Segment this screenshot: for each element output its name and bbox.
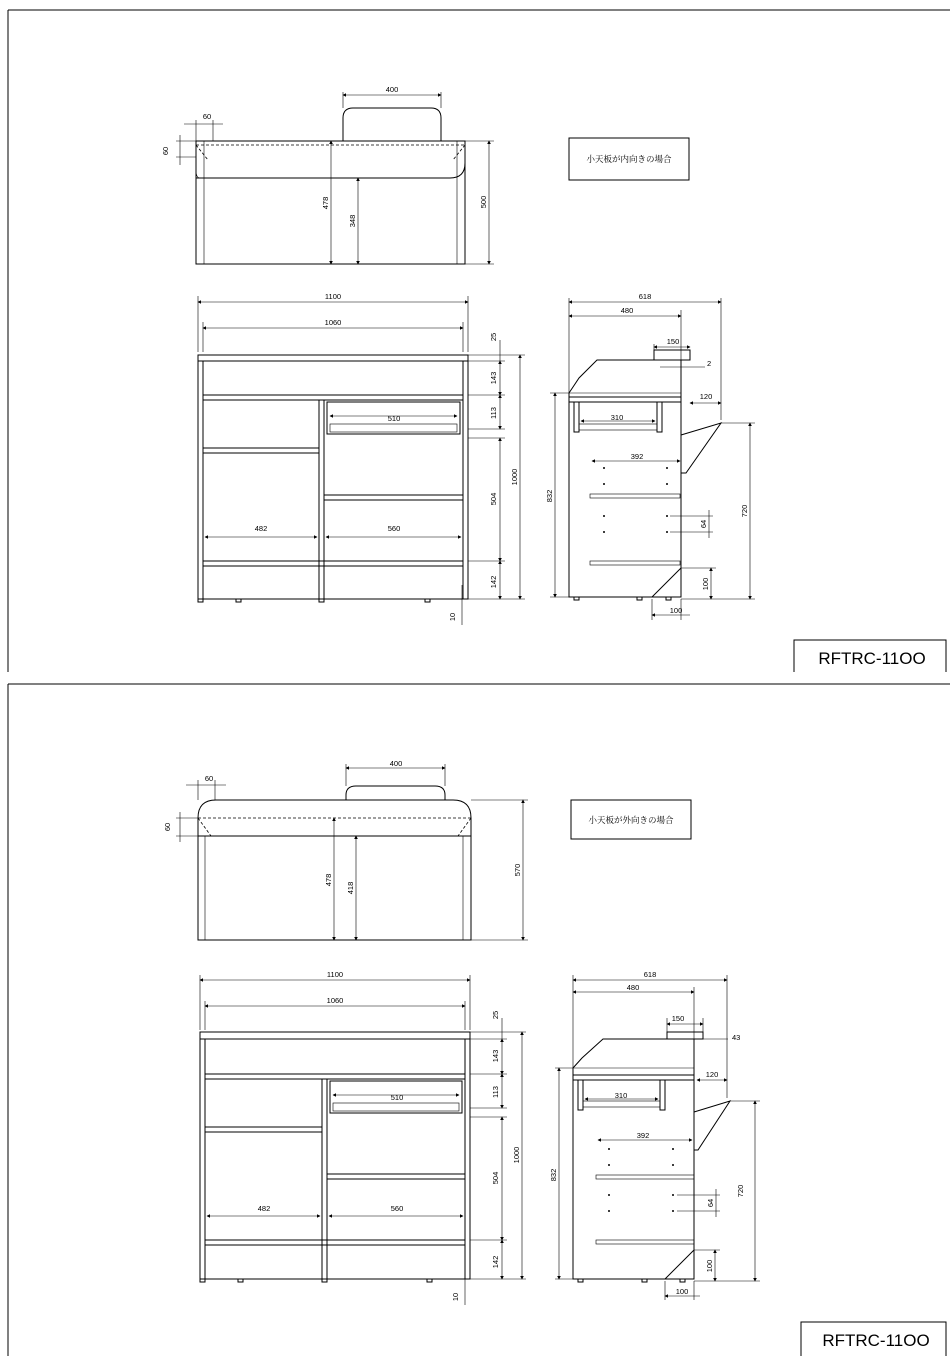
dim-front2-510: 510 [390,1093,404,1102]
dim-front1-1000: 1000 [510,468,519,486]
dim-side1-2: 2 [707,359,712,368]
dim-side2-43: 43 [732,1033,741,1042]
side-view-1 [545,292,755,620]
dim-side2-150: 150 [671,1014,685,1023]
dim-plan1-400: 400 [385,85,399,94]
dim-front1-510: 510 [387,414,401,423]
dim-side2-480: 480 [626,983,640,992]
dim-front2-142: 142 [491,1255,500,1269]
dim-front1-482: 482 [254,524,268,533]
dim-side2-100w: 100 [675,1287,689,1296]
dim-plan2-400: 400 [389,759,403,768]
dim-side2-64: 64 [706,1198,715,1208]
dim-side1-832: 832 [545,489,554,503]
dim-side2-120: 120 [705,1070,719,1079]
dim-plan2-60w: 60 [204,774,214,783]
dim-side2-100h: 100 [705,1259,714,1273]
dim-side2-618: 618 [643,970,657,979]
dim-front1-113: 113 [489,407,498,419]
plan-view-1 [161,85,494,264]
dim-plan1-60h: 60 [161,146,170,156]
dim-side1-100h: 100 [701,577,710,591]
model-number-2: RFTRC-11OO [822,1331,930,1350]
dim-front2-1000: 1000 [512,1146,521,1164]
sheet-1 [8,10,950,684]
dim-side1-392: 392 [630,452,644,461]
dim-plan2-478: 478 [324,873,333,887]
dim-front1-25: 25 [489,332,498,342]
dim-front2-1100: 1100 [326,970,344,979]
note-box-1 [569,138,689,180]
dim-front2-1060: 1060 [326,996,344,1005]
front-view-1 [198,292,525,625]
dim-side2-310: 310 [614,1091,628,1100]
note-text-1: 小天板が内向きの場合 [586,155,672,165]
dim-front1-1100: 1100 [324,292,342,301]
dim-plan1-500: 500 [479,195,488,209]
dim-front2-113: 113 [491,1086,500,1098]
dim-front2-10: 10 [451,1292,460,1302]
dim-front2-25: 25 [491,1010,500,1020]
dim-front2-482: 482 [257,1204,271,1213]
dim-front2-560: 560 [390,1204,404,1213]
dim-side1-618: 618 [638,292,652,301]
front-view-2 [200,970,526,1305]
dim-side2-392: 392 [636,1131,650,1140]
dim-side1-64: 64 [699,519,708,529]
dim-side1-150: 150 [666,337,680,346]
dim-front1-504: 504 [489,492,498,506]
dim-plan1-348: 348 [348,214,357,228]
note-text-2: 小天板が外向きの場合 [588,816,674,826]
dim-front1-560: 560 [387,524,401,533]
dim-side1-120: 120 [699,392,713,401]
shelf-pin-holes-1 [603,467,668,533]
plan-view-2 [163,759,528,940]
dim-side1-310: 310 [610,413,624,422]
dim-side2-720: 720 [736,1184,745,1198]
dim-front1-143: 143 [489,371,498,385]
note-box-2 [571,800,691,839]
side-view-2 [549,970,760,1300]
dim-side1-720: 720 [740,504,749,518]
dim-plan2-418: 418 [346,881,355,895]
dim-front1-1060: 1060 [324,318,342,327]
dim-front1-142: 142 [489,575,498,589]
dim-front1-10: 10 [448,612,457,622]
dim-side1-480: 480 [620,306,634,315]
dim-plan2-60h: 60 [163,822,172,832]
dim-side2-832: 832 [549,1168,558,1182]
dim-front2-504: 504 [491,1171,500,1185]
dim-front2-143: 143 [491,1049,500,1063]
model-number-1: RFTRC-11OO [818,649,926,668]
dim-plan1-60w: 60 [202,112,212,121]
shelf-pin-holes-2 [608,1148,674,1212]
dim-plan2-570: 570 [513,863,522,877]
dim-plan1-478: 478 [321,196,330,210]
title-block-1 [794,640,946,672]
title-block-2 [801,1322,946,1356]
sheet-2 [8,684,946,1356]
dim-side1-100w: 100 [669,606,683,615]
